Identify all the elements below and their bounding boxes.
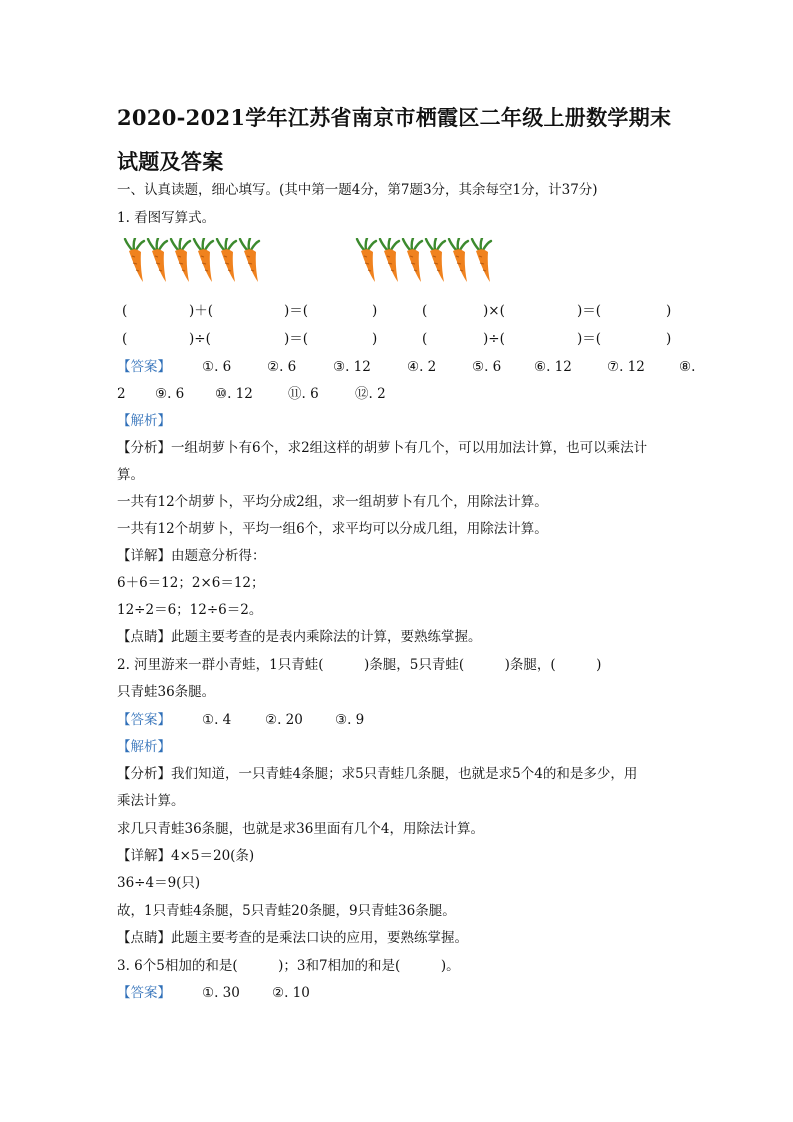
q1-detail-line-1 <box>117 547 266 565</box>
analysis-tag: 【解析】 <box>117 413 171 429</box>
page-title: 2020-2021学年江苏省南京市栖霞区二年级上册数学期末试题及答案 <box>117 105 672 174</box>
dianjing-tag: 【点睛】 <box>117 629 171 645</box>
carrot-icon <box>215 238 239 284</box>
q1-analysis-line-4: 一共有12个胡萝卜，平均一组6个，求平均可以分成几组，用除法计算。 <box>117 521 548 537</box>
paren: )×( <box>483 303 505 319</box>
fenxi-tag: 【分析】 <box>117 766 171 782</box>
paren: )＝( <box>284 303 309 319</box>
answer-item: ⑤. 6 <box>472 359 502 375</box>
paren: ( <box>122 303 128 319</box>
q2-detail-line-1 <box>117 847 254 865</box>
carrot-icon <box>238 238 262 284</box>
answer-item: ①. 30 <box>202 985 240 1001</box>
q1-detail-line-3: 12÷2＝6；12÷6＝2。 <box>117 602 263 618</box>
carrot-icon <box>447 238 471 284</box>
answer-item: ①. 4 <box>202 712 232 728</box>
answer-item: ⑪. 6 <box>288 386 319 402</box>
q2-detail-line-2: 36÷4＝9(只) <box>117 875 201 891</box>
answer-item: ④. 2 <box>407 359 437 375</box>
answer-tag: 【答案】 <box>117 359 171 375</box>
paren: )÷( <box>189 331 211 347</box>
q1-analysis-line-3: 一共有12个胡萝卜，平均分成2组，求一组胡萝卜有几个，用除法计算。 <box>117 494 548 510</box>
paren: )＝( <box>284 331 309 347</box>
answer-item: ③. 12 <box>333 359 371 375</box>
q1-analysis-line-1 <box>117 439 647 457</box>
paren: ( <box>422 331 428 347</box>
answer-item: ⑦. 12 <box>607 359 645 375</box>
answer-item: ①. 6 <box>202 359 232 375</box>
question-2-stem-line-2: 只青蛙36条腿。 <box>117 684 216 700</box>
answer-tag: 【答案】 <box>117 985 171 1001</box>
dianjing-tag: 【点睛】 <box>117 930 171 946</box>
answer-item: ⑫. 2 <box>355 386 386 402</box>
q2-analysis-line-2: 乘法计算。 <box>117 793 185 809</box>
carrot-icon <box>424 238 448 284</box>
answer-item: 2 <box>117 386 126 402</box>
q2-analysis-line-1 <box>117 765 637 783</box>
question-3-stem: 3. 6个5相加的和是( )；3和7相加的和是( )。 <box>117 958 460 974</box>
carrot-icon <box>470 238 494 284</box>
dianjing-text: 此题主要考查的是表内乘除法的计算，要熟练掌握。 <box>171 629 482 645</box>
paren: ( <box>122 331 128 347</box>
carrot-icon <box>123 238 147 284</box>
dianjing-text: 此题主要考查的是乘法口诀的应用，要熟练掌握。 <box>171 930 468 946</box>
question-2-stem-line-1: 2. 河里游来一群小青蛙，1只青蛙( )条腿，5只青蛙( )条腿，( ) <box>117 657 602 673</box>
answer-item: ⑥. 12 <box>534 359 572 375</box>
carrot-group-left <box>123 238 261 284</box>
answer-tag: 【答案】 <box>117 712 171 728</box>
paren: ( <box>422 303 428 319</box>
carrot-group-right <box>355 238 493 284</box>
q2-analysis-line-3: 求几只青蛙36条腿，也就是求36里面有几个4，用除法计算。 <box>117 821 484 837</box>
answer-item: ②. 20 <box>265 712 303 728</box>
carrot-icon <box>378 238 402 284</box>
answer-item: ⑨. 6 <box>155 386 185 402</box>
fenxi-tag: 【分析】 <box>117 440 171 456</box>
q2-comment <box>117 929 468 947</box>
section-heading: 一、认真读题，细心填写。(其中第一题4分，第7题3分，其余每空1分，计37分) <box>117 182 598 198</box>
answer-item: ②. 10 <box>272 985 310 1001</box>
answer-item: ③. 9 <box>335 712 365 728</box>
fenxi-text: 一组胡萝卜有6个，求2组这样的胡萝卜有几个，可以用加法计算，也可以乘法计 <box>171 440 648 456</box>
carrot-icon <box>169 238 193 284</box>
answer-item: ⑩. 12 <box>215 386 253 402</box>
paren: ) <box>666 303 672 319</box>
xiangjie-text: 4×5＝20(条) <box>171 848 255 864</box>
paren: )＝( <box>577 331 602 347</box>
fenxi-text: 我们知道，一只青蛙4条腿；求5只青蛙几条腿，也就是求5个4的和是多少，用 <box>171 766 638 782</box>
analysis-tag: 【解析】 <box>117 739 171 755</box>
paren: ) <box>666 331 672 347</box>
paren: )＋( <box>189 303 214 319</box>
carrot-icon <box>146 238 170 284</box>
paren: ) <box>372 331 378 347</box>
q2-detail-line-3: 故，1只青蛙4条腿，5只青蛙20条腿，9只青蛙36条腿。 <box>117 903 456 919</box>
xiangjie-tag: 【详解】 <box>117 548 171 564</box>
xiangjie-text: 由题意分析得： <box>171 548 266 564</box>
q1-detail-line-2: 6＋6＝12；2×6＝12； <box>117 575 265 591</box>
answer-item: ⑧. <box>679 359 696 375</box>
carrot-icon <box>192 238 216 284</box>
question-1-stem: 1. 看图写算式。 <box>117 210 216 226</box>
carrot-icon <box>401 238 425 284</box>
paren: )＝( <box>577 303 602 319</box>
xiangjie-tag: 【详解】 <box>117 848 171 864</box>
paren: ) <box>372 303 378 319</box>
answer-item: ②. 6 <box>267 359 297 375</box>
paren: )÷( <box>483 331 505 347</box>
q1-comment <box>117 628 482 646</box>
q1-analysis-line-2: 算。 <box>117 467 144 483</box>
carrot-icon <box>355 238 379 284</box>
